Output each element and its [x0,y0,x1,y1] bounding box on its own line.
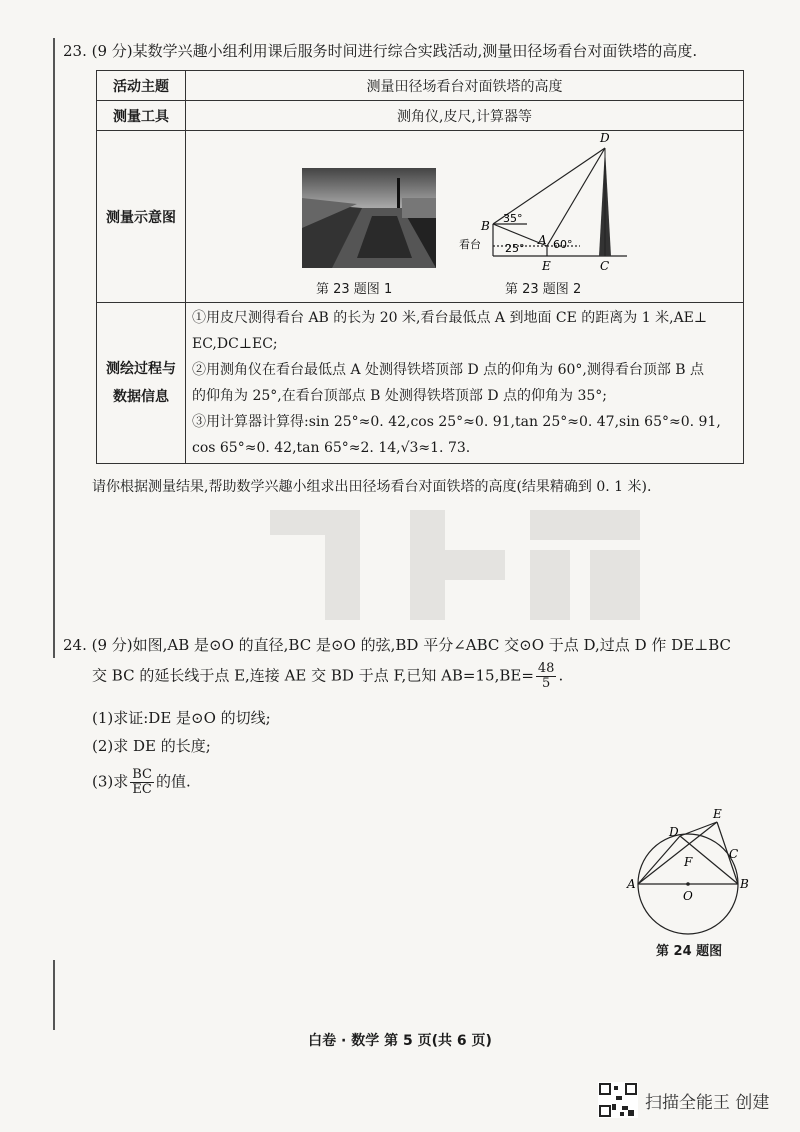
label24-c: C [729,847,739,861]
label-a: A [538,233,547,247]
process-step1-line2: EC,DC⊥EC; [192,336,278,352]
label-angle-60: 60° [553,238,573,251]
fig24-caption: 第 24 题图 [656,944,723,959]
label-b: B [481,219,490,233]
q23-header: 23. (9 分)某数学兴趣小组利用课后服务时间进行综合实践活动,测量田径场看台对面铁塔的高度. [63,42,698,60]
fig1-caption: 第 23 题图 1 [316,282,393,297]
margin-line-bottom [53,960,55,1030]
center-point [686,882,690,886]
fig24-diagram [625,808,755,938]
fig2-caption: 第 23 题图 2 [505,282,582,297]
process-step3-line2: cos 65°≈0. 42,tan 65°≈2. 14,√3≈1. 73. [192,440,471,456]
label24-o: O [683,889,693,903]
process-step1-line1: ①用皮尺测得看台 AB 的长为 20 米,看台最低点 A 到地面 CE 的距离为 1 米,AE⊥ [192,310,708,326]
q24-line2-end: . [558,666,564,685]
bc-ec-numerator: BC [132,767,152,782]
bc-ec-fraction [130,768,154,797]
be-denominator: 5 [542,676,551,691]
bc-ec-denominator: EC [132,782,152,797]
label-angle-35: 35° [503,212,523,225]
qr-code-icon [598,1082,638,1118]
process-label-line1: 测绘过程与 [106,361,176,377]
label-angle-25: 25° [505,242,525,255]
stadium-photo [302,168,436,268]
row-process-value [186,303,744,464]
label24-e: E [713,808,722,821]
process-step3-line1: ③用计算器计算得:sin 25°≈0. 42,cos 25°≈0. 91,tan 25°≈0. 47,sin 65°≈0. 91, [192,414,721,430]
row-tools-value: 测角仪,皮尺,计算器等 [186,101,744,131]
label24-d: D [669,825,679,839]
process-step2-line1: ②用测角仪在看台最低点 A 处测得铁塔顶部 D 点的仰角为 60°,测得看台顶部 B 点 [192,362,705,378]
row-diagram-label: 测量示意图 [97,131,186,303]
segment-de [680,822,717,836]
label24-b: B [740,877,749,891]
row-tools-label: 测量工具 [97,101,186,131]
q24-part1: (1)求证:DE 是⊙O 的切线; [92,709,271,727]
row-theme-value: 测量田径场看台对面铁塔的高度 [186,71,744,101]
q24-part3-post: 的值. [156,772,191,791]
q24-part3 [92,768,191,797]
q24-part3-pre: (3)求 [92,772,129,791]
fig2-diagram [455,128,635,276]
be-numerator: 48 [537,661,555,676]
watermark [270,510,640,620]
process-label-line2: 数据信息 [113,389,169,405]
process-step2-line2: 的仰角为 25°,在看台顶部点 B 处测得铁塔顶部 D 点的仰角为 35°; [192,388,608,404]
label-e: E [542,259,551,273]
q24-line1: 24. (9 分)如图,AB 是⊙O 的直径,BC 是⊙O 的弦,BD 平分∠ABC 交⊙O 于点 D,过点 D 作 DE⊥BC [63,636,731,654]
segment-ad [547,148,605,246]
label-c: C [600,259,610,273]
q24-line2 [92,662,563,691]
margin-line-top [53,38,55,658]
scanner-brand: 扫描全能王 创建 [645,1093,770,1113]
label-d: D [600,131,610,145]
row-process-label [97,303,186,464]
q24-line2-text: 交 BC 的延长线于点 E,连接 AE 交 BD 于点 F,已知 AB=15,BE= [92,666,534,685]
q24-part2: (2)求 DE 的长度; [92,737,211,755]
page-footer: 白卷 · 数学 第 5 页(共 6 页) [308,1033,492,1049]
label-stand: 看台 [459,238,481,251]
be-fraction [536,662,557,691]
label24-f: F [684,855,693,869]
row-theme-label: 活动主题 [97,71,186,101]
label24-a: A [627,877,636,891]
q23-request: 请你根据测量结果,帮助数学兴趣小组求出田径场看台对面铁塔的高度(结果精确到 0. 1 米). [92,479,652,495]
